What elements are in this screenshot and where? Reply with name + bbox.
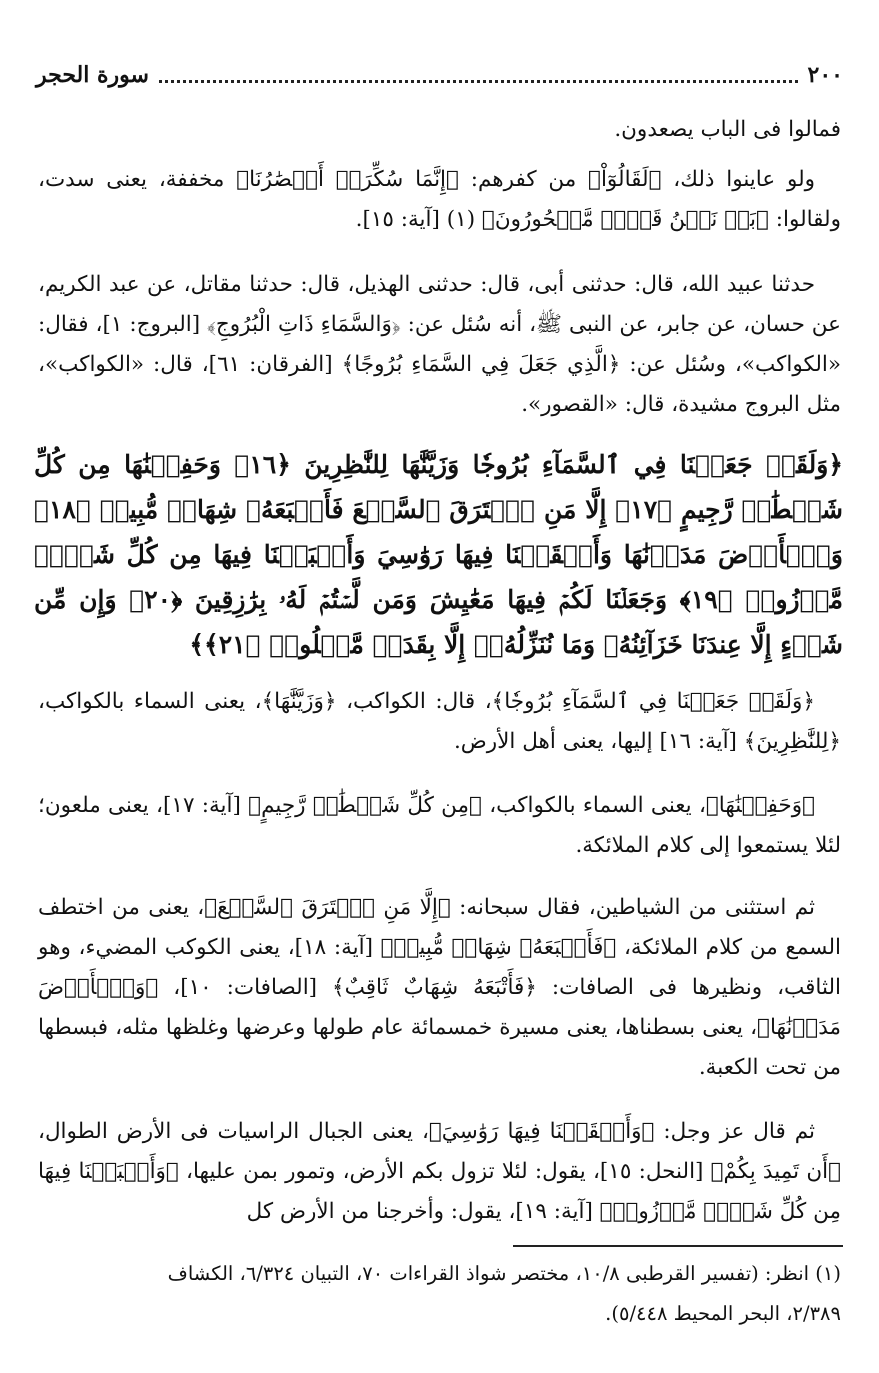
footnote-line-2: ٢/٣٨٩، البحر المحيط ٥/٤٤٨). xyxy=(605,1302,841,1325)
footnote xyxy=(38,1254,841,1334)
quran-verse-block xyxy=(34,442,843,667)
paragraph-text: ﴿وَحَفِظۡنَٰهَا﴾، يعنى السماء بالكواكب، ﴿مِن كُلِّ شَيۡطَٰنٖ رَّجِيمٍ﴾ [آية: ١٧]، يعنى ملعون؛ لئلا يستمعوا إلى كلام الملائكة. xyxy=(38,793,841,858)
paragraph-5 xyxy=(38,786,841,866)
paragraph-text: حدثنا عبيد الله، قال: حدثنى أبى، قال: حدثنى الهذيل، قال: حدثنا مقاتل، عن عبد الكريم، عن حسان، عن جابر، عن النبى ﷺ، أنه سُئل عن: ﴿وَالسَّمَاءِ ذَاتِ الْبُرُوجِ﴾ [البروج: ١]، فقال: «الكواكب»، وسُئل عن: ﴿الَّذِي جَعَلَ فِي السَّمَاءِ بُرُوجًا﴾ [الفرقان: ٦١]، قال: «الكواكب»، مثل البروج مشيدة، قال: «القصور». xyxy=(38,272,842,417)
page-number: ٢٠٠ xyxy=(807,62,843,88)
paragraph-0 xyxy=(38,110,841,150)
paragraph-text: ثم استثنى من الشياطين، فقال سبحانه: ﴿إِلَّا مَنِ ٱسۡتَرَقَ ٱلسَّمۡعَ﴾، يعنى من اختطف السمع من كلام الملائكة، ﴿فَأَتۡبَعَهُۥ شِهَابٞ مُّبِينٞ﴾ [آية: ١٨]، يعنى الكوكب المضيء، وهو الثاقب، ونظيرها فى الصافات: ﴿فَأَتْبَعَهُ شِهَابٌ ثَاقِبٌ﴾ [الصافات: ١٠]، ﴿وَٱلۡأَرۡضَ مَدَدۡنَٰهَا﴾، يعنى بسطناها، يعنى مسيرة خمسمائة عام طولها وعرضها وغلظها مثله، فبسطها من تحت الكعبة. xyxy=(38,895,841,1080)
paragraph-text: ولو عاينوا ذلك، ﴿لَقَالُوٓاْ﴾ من كفرهم: ﴿إِنَّمَا سُكِّرَتۡ أَبۡصَٰرُنَا﴾ مخففة، يعنى سدت، ولقالوا: ﴿بَلۡ نَحۡنُ قَوۡمٞ مَّسۡحُورُونَ﴾ (١) [آية: ١٥]. xyxy=(38,167,841,232)
paragraph-7 xyxy=(38,1112,841,1232)
header-dotted-leader xyxy=(159,68,798,83)
footnote-separator xyxy=(513,1245,843,1247)
paragraph-text: ثم قال عز وجل: ﴿وَأَلۡقَيۡنَا فِيهَا رَوَٰسِيَ﴾، يعنى الجبال الراسيات فى الأرض الطوال، ﴿أَن تَمِيدَ بِكُمْ﴾ [النحل: ١٥]، يقول: لئلا تزول بكم الأرض، وتمور بمن عليها، ﴿وَأَنۢبَتۡنَا فِيهَا مِن كُلِّ شَيۡءٖ مَّوۡزُونٖ﴾ [آية: ١٩]، يقول: وأخرجنا من الأرض كل xyxy=(38,1119,841,1224)
page-header xyxy=(36,58,843,92)
paragraph-2 xyxy=(38,265,841,425)
footnote-line-1: (١) انظر: (تفسير القرطبى ١٠/٨، مختصر شواذ القراءات ٧٠، التبيان ٦/٣٢٤، الكشاف xyxy=(167,1262,841,1285)
paragraph-4 xyxy=(38,682,841,762)
paragraph-6 xyxy=(38,888,841,1088)
paragraph-text: ﴿وَلَقَدۡ جَعَلۡنَا فِي ٱلسَّمَآءِ بُرُوجٗا﴾، قال: الكواكب، ﴿وَزَيَّنَّٰهَا﴾، يعنى السماء بالكواكب، ﴿لِلنَّٰظِرِينَ﴾ [آية: ١٦] إليها، يعنى أهل الأرض. xyxy=(38,689,841,754)
paragraph-1 xyxy=(38,160,841,240)
verse-text: ﴿وَلَقَدۡ جَعَلۡنَا فِي ٱلسَّمَآءِ بُرُوجٗا وَزَيَّنَّٰهَا لِلنَّٰظِرِينَ ﴿١٦﴾ وَحَفِظۡنَٰهَا مِن كُلِّ شَيۡطَٰنٖ رَّجِيمٍ ﴿١٧﴾ إِلَّا مَنِ ٱسۡتَرَقَ ٱلسَّمۡعَ فَأَتۡبَعَهُۥ شِهَابٞ مُّبِينٞ ﴿١٨﴾ وَٱلۡأَرۡضَ مَدَدۡنَٰهَا وَأَلۡقَيۡنَا فِيهَا رَوَٰسِيَ وَأَنۢبَتۡنَا فِيهَا مِن كُلِّ شَيۡءٖ مَّوۡزُونٖ ﴿١٩﴾ وَجَعَلۡنَا لَكُمۡ فِيهَا مَعَٰيِشَ وَمَن لَّسۡتُمۡ لَهُۥ بِرَٰزِقِينَ ﴿٢٠﴾ وَإِن مِّن شَيۡءٍ إِلَّا عِندَنَا خَزَآئِنُهُۥ وَمَا نُنَزِّلُهُۥٓ إِلَّا بِقَدَرٖ مَّعۡلُومٖ ﴿٢١﴾﴾ xyxy=(34,450,844,659)
surah-title: سورة الحجر xyxy=(36,62,149,88)
paragraph-text: فمالوا فى الباب يصعدون. xyxy=(614,117,841,142)
